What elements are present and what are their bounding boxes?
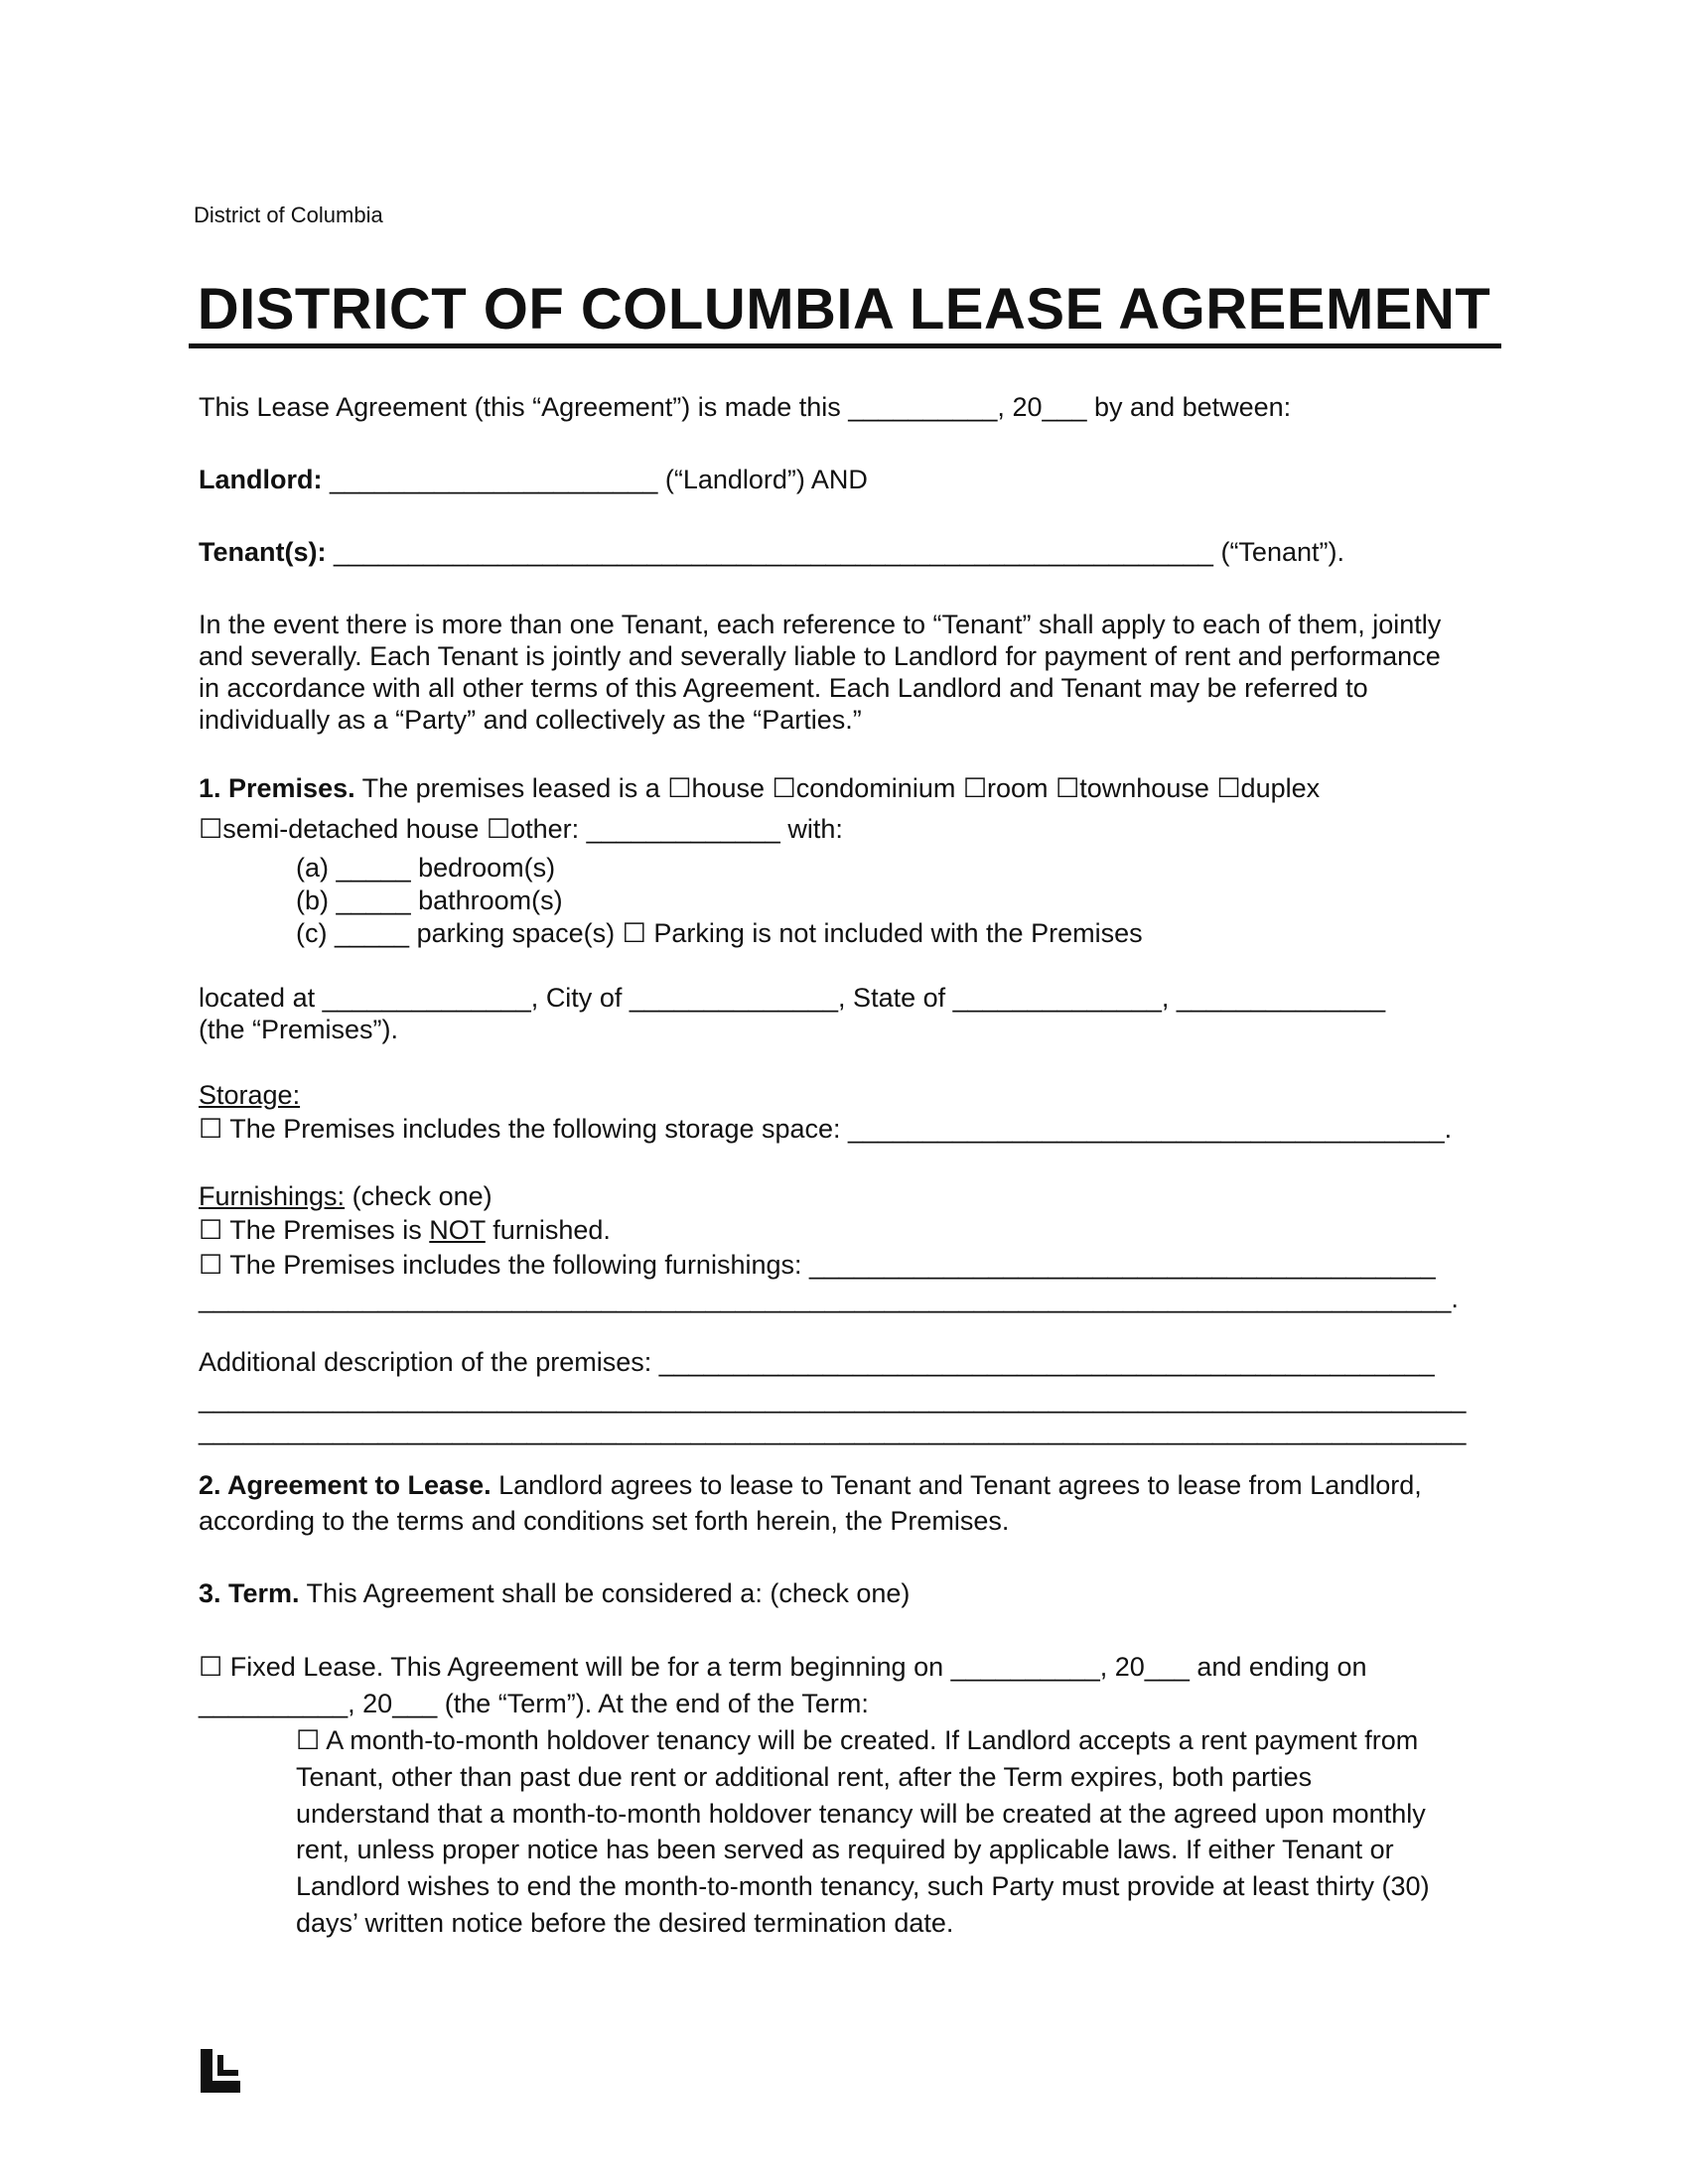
tenant-line	[199, 535, 1344, 569]
document-title: DISTRICT OF COLUMBIA LEASE AGREEMENT	[197, 277, 1491, 341]
fixed-lease-line: __________, 20___ (the “Term”). At the end of the Term:	[199, 1689, 869, 1718]
tenant-label: Tenant(s):	[199, 537, 327, 567]
premises-heading: 1. Premises.	[199, 773, 355, 803]
not-furnished-suffix: furnished.	[485, 1215, 611, 1245]
brand-logo-icon	[201, 2049, 240, 2093]
location-line: (the “Premises”).	[199, 1015, 399, 1044]
furnishings-note: (check one)	[345, 1181, 492, 1211]
not-furnished-prefix: ☐ The Premises is	[199, 1215, 430, 1245]
premises-line-2: ☐semi-detached house ☐other: _____________ with:	[199, 814, 843, 844]
holdover-line: Tenant, other than past due rent or additional rent, after the Term expires, both parties	[296, 1762, 1313, 1792]
additional-description-line: Additional description of the premises: ____________________________________________________	[199, 1347, 1435, 1377]
intro-paragraph-line: and severally. Each Tenant is jointly and severally liable to Landlord for payment of rent and performance	[199, 641, 1441, 671]
landlord-line	[199, 463, 868, 496]
agreement-text: Landlord agrees to lease to Tenant and Tenant agrees to lease from Landlord,	[491, 1470, 1422, 1500]
premises-line-1	[199, 771, 1320, 805]
agreement-line-2: according to the terms and conditions set forth herein, the Premises.	[199, 1506, 1010, 1536]
premises-types: The premises leased is a ☐house ☐condominium ☐room ☐townhouse ☐duplex	[354, 773, 1321, 803]
premises-item-bathrooms: (b) _____ bathroom(s)	[296, 886, 563, 915]
tenant-blank: ___________________________________________________________ (“Tenant”).	[326, 537, 1344, 567]
title-rule	[189, 343, 1501, 348]
intro-paragraph-line: in accordance with all other terms of this Agreement. Each Landlord and Tenant may be referred to	[199, 673, 1368, 703]
premises-item-parking: (c) _____ parking space(s) ☐ Parking is not included with the Premises	[296, 918, 1143, 948]
not-emphasis: NOT	[429, 1215, 486, 1245]
term-text: This Agreement shall be considered a: (check one)	[299, 1578, 911, 1608]
furnishings-line: ☐ The Premises includes the following furnishings: __________________________________________	[199, 1250, 1436, 1280]
furnishings-heading-line	[199, 1179, 492, 1213]
not-furnished-line	[199, 1213, 611, 1247]
location-line: located at ______________, City of ______________, State of ______________, ______________	[199, 983, 1386, 1013]
landlord-blank: ______________________ (“Landlord”) AND	[322, 465, 868, 494]
agreement-line-1	[199, 1468, 1422, 1502]
state-label: District of Columbia	[194, 203, 383, 227]
additional-description-blank: _____________________________________________________________________________________	[199, 1384, 1467, 1414]
furnishings-blank: ____________________________________________________________________________________.	[199, 1284, 1459, 1313]
holdover-line: days’ written notice before the desired termination date.	[296, 1908, 954, 1938]
term-heading: 3. Term.	[199, 1578, 300, 1608]
holdover-line: ☐ A month-to-month holdover tenancy will be created. If Landlord accepts a rent payment from	[296, 1725, 1419, 1755]
term-line	[199, 1576, 910, 1610]
holdover-line: understand that a month-to-month holdover tenancy will be created at the agreed upon monthly	[296, 1799, 1426, 1829]
intro-paragraph-line: In the event there is more than one Tenant, each reference to “Tenant” shall apply to each of them, jointly	[199, 610, 1442, 639]
intro-line: This Lease Agreement (this “Agreement”) is made this __________, 20___ by and between:	[199, 392, 1292, 422]
furnishings-heading: Furnishings:	[199, 1181, 346, 1211]
storage-heading: Storage:	[199, 1080, 301, 1110]
storage-line: ☐ The Premises includes the following storage space: ________________________________________.	[199, 1114, 1453, 1144]
intro-paragraph-line: individually as a “Party” and collectively as the “Parties.”	[199, 705, 862, 735]
fixed-lease-line: ☐ Fixed Lease. This Agreement will be for a term beginning on __________, 20___ and ending on	[199, 1652, 1367, 1682]
landlord-label: Landlord:	[199, 465, 323, 494]
holdover-line: rent, unless proper notice has been served as required by applicable laws. If either Tenant or	[296, 1835, 1394, 1864]
premises-item-bedrooms: (a) _____ bedroom(s)	[296, 853, 556, 883]
additional-description-blank: _____________________________________________________________________________________	[199, 1416, 1467, 1445]
agreement-heading: 2. Agreement to Lease.	[199, 1470, 492, 1500]
holdover-line: Landlord wishes to end the month-to-month tenancy, such Party must provide at least thirty (30)	[296, 1871, 1430, 1901]
